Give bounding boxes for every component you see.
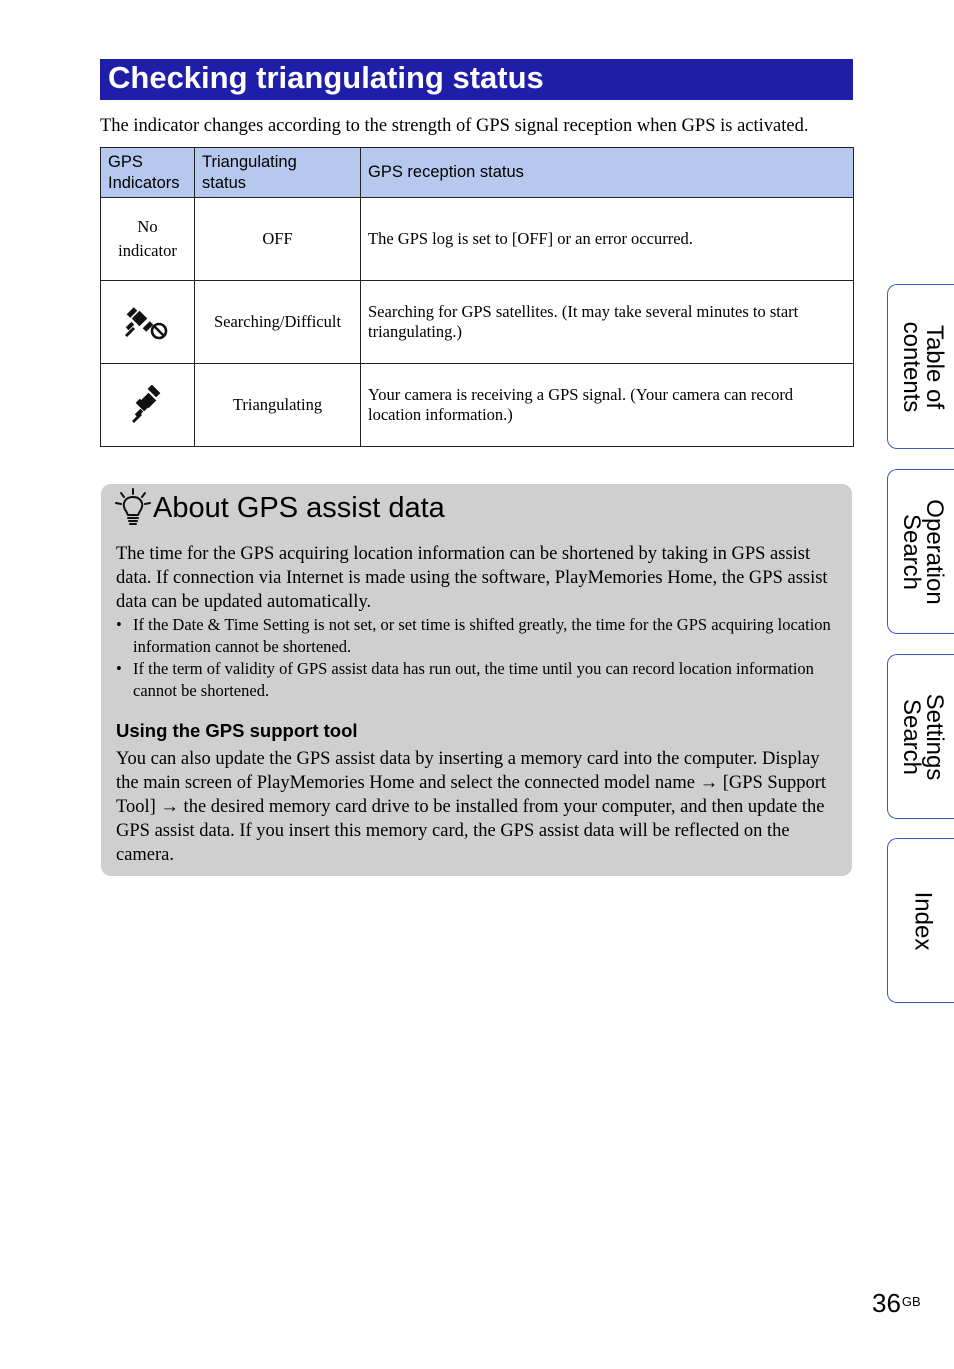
tab-settings-search[interactable]: Settings Search [887, 654, 954, 819]
satellite-icon [128, 385, 168, 425]
section-title-bar [100, 59, 853, 100]
table-row [101, 198, 854, 281]
page-suffix: GB [901, 1294, 921, 1309]
reception-cell: Searching for GPS satellites. (It may take several minutes to start triangulating.) [361, 281, 854, 364]
header-gps-reception-status: GPS reception status [361, 148, 854, 198]
status-cell: OFF [195, 198, 361, 281]
indicator-cell [101, 281, 195, 364]
section-title: Checking triangulating status [108, 60, 544, 95]
intro-text: The indicator changes according to the strength of GPS signal reception when GPS is activated. [100, 116, 809, 136]
reception-cell: Your camera is receiving a GPS signal. (Your camera can record location information.) [361, 364, 854, 447]
status-cell: Searching/Difficult [195, 281, 361, 364]
tip-body-text: You can also update the GPS assist data by inserting a memory card into the computer. Display the main screen of PlayMemories Home and select the connected model name → [GPS Support Tool] → the desired memory card drive to be installed from your computer, and then update the GPS assist data. If you insert this memory card, the GPS assist data will be reflected on the camera. [116, 749, 827, 865]
satellite-searching-icon [123, 302, 173, 342]
table-header-row [101, 148, 854, 198]
tab-operation-search[interactable]: Operation Search [887, 469, 954, 634]
page-number: $36^{GB}$ [872, 1288, 921, 1318]
indicator-cell: No indicator [101, 198, 195, 281]
header-triangulating-status: Triangulating status [195, 148, 361, 198]
indicator-cell [101, 364, 195, 447]
header-gps-indicators: GPS Indicators [101, 148, 195, 198]
tab-table-of-contents[interactable]: Table of contents [887, 284, 954, 449]
tip-title: About GPS assist data [153, 492, 445, 524]
tip-body [116, 542, 836, 867]
reception-cell: The GPS log is set to [OFF] or an error occurred. [361, 198, 854, 281]
gps-status-table [100, 147, 854, 447]
tip-subheading: Using the GPS support tool [116, 720, 358, 741]
status-cell: Triangulating [195, 364, 361, 447]
list-item: • If the Date & Time Setting is not set, or set time is shifted greatly, the time for the GPS acquiring location information cannot be shortened. [116, 614, 836, 658]
tip-bullet-list [116, 614, 836, 702]
tab-index[interactable]: Index [887, 838, 954, 1003]
table-row [101, 364, 854, 447]
table-row [101, 281, 854, 364]
tip-paragraph: The time for the GPS acquiring location information can be shortened by taking in GPS assist data. If connection via Internet is made using the software, PlayMemories Home, the GPS assist data can be updated automatically. [116, 544, 828, 612]
list-item: • If the term of validity of GPS assist data has run out, the time until you can record location information cannot be shortened. [116, 658, 836, 702]
lightbulb-icon [115, 488, 151, 528]
